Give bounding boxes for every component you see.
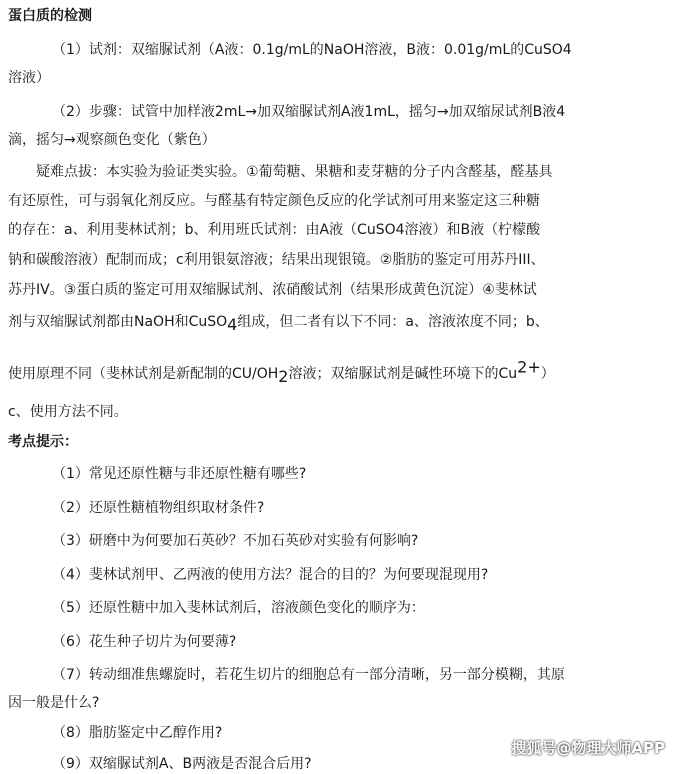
question-1: （1）常见还原性糖与非还原性糖有哪些? xyxy=(52,466,307,482)
difficulty-line-2: 有还原性，可与弱氧化剂反应。与醛基有特定颜色反应的化学试剂可用来鉴定这三种糖 xyxy=(8,193,540,209)
subscript-4: 4 xyxy=(227,314,238,334)
steps-line-2: 滴，摇匀→观察颜色变化（紫色） xyxy=(8,132,216,148)
question-3: （3）研磨中为何要加石英砂？不加石英砂对实验有何影响? xyxy=(52,533,419,549)
question-6: （6）花生种子切片为何要薄? xyxy=(52,634,237,650)
question-8: （8）脂肪鉴定中乙醇作用? xyxy=(52,725,223,741)
reagent-line-1: （1）试剂：双缩脲试剂（A液：0.1g/mL的NaOH溶液，B液：0.01g/mL的CuSO4 xyxy=(52,42,572,58)
difficulty-line-7-text: 使用原理不同（斐林试剂是新配制的CU/OH xyxy=(8,366,279,382)
subscript-2: 2 xyxy=(278,366,289,386)
section-title: 蛋白质的检测 xyxy=(8,8,92,24)
difficulty-line-1: 疑难点拔：本实验为验证类实验。①葡萄糖、果糖和麦芽糖的分子内含醛基，醛基具 xyxy=(36,164,553,180)
question-9: （9）双缩脲试剂A、B两液是否混合后用? xyxy=(52,756,312,772)
sohu-watermark: 搜狐号@物理大师APP xyxy=(511,739,665,757)
superscript-2plus: 2+ xyxy=(517,357,541,377)
difficulty-line-6-text: 剂与双缩脲试剂都由NaOH和CuSO xyxy=(8,314,228,330)
difficulty-line-5: 苏丹IV。③蛋白质的鉴定可用双缩脲试剂、浓硝酸试剂（结果形成黄色沉淀）④斐林试 xyxy=(8,282,537,298)
difficulty-line-3: 的存在：a、利用斐林试剂；b、利用班氏试剂：由A液（CuSO4溶液）和B液（柠檬酸 xyxy=(8,222,541,238)
difficulty-line-7-end: ） xyxy=(540,366,555,382)
difficulty-line-6-rest: 组成，但二者有以下不同：a、溶液浓度不同；b、 xyxy=(237,314,549,330)
difficulty-line-6 xyxy=(8,310,549,334)
reagent-line-2: 溶液） xyxy=(8,70,50,86)
question-5: （5）还原性糖中加入斐林试剂后，溶液颜色变化的顺序为： xyxy=(52,600,425,616)
steps-line-1: （2）步骤：试管中加样液2mL→加双缩脲试剂A液1mL，摇匀→加双缩尿试剂B液4 xyxy=(52,104,566,120)
hints-title: 考点提示： xyxy=(8,434,78,450)
question-7-line-1: （7）转动细准焦螺旋时，若花生切片的细胞总有一部分清晰，另一部分模糊，其原 xyxy=(52,667,565,683)
question-2: （2）还原性糖植物组织取材条件? xyxy=(52,500,265,516)
difficulty-line-4: 钠和碳酸溶液）配制而成；c利用银氨溶液；结果出现银镜。②脂肪的鉴定可用苏丹III、 xyxy=(8,252,545,268)
difficulty-line-8: c、使用方法不同。 xyxy=(8,404,128,420)
question-4: （4）斐林试剂甲、乙两液的使用方法？混合的目的？为何要现混现用? xyxy=(52,567,489,583)
question-7-line-2: 因一般是什么? xyxy=(8,695,100,711)
difficulty-line-7-mid: 溶液；双缩脲试剂是碱性环境下的Cu xyxy=(288,366,518,382)
difficulty-line-7 xyxy=(8,357,555,386)
